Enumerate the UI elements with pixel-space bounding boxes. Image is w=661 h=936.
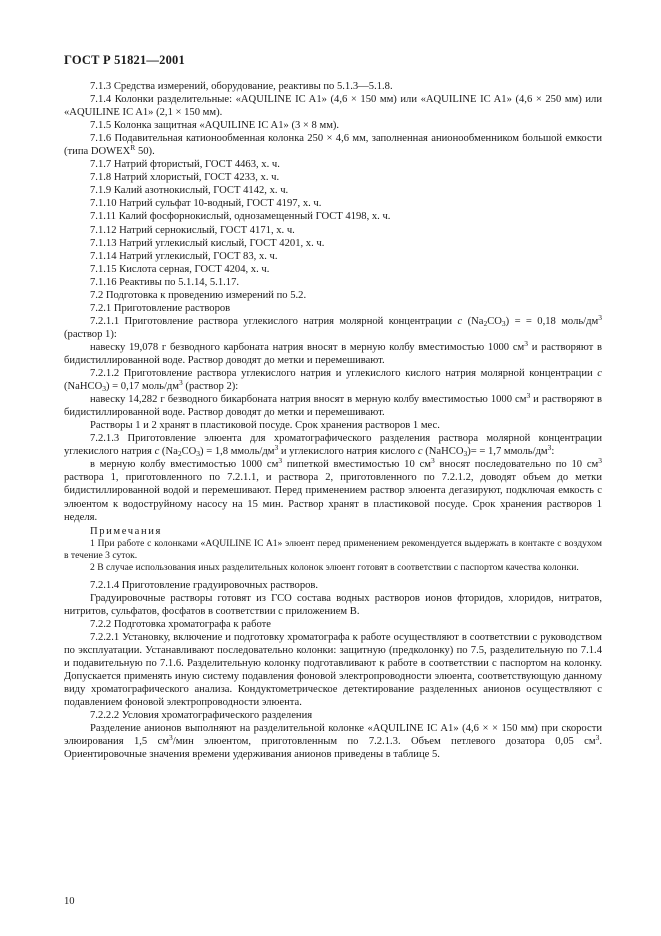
paragraph-7-1-7: 7.1.7 Натрий фтористый, ГОСТ 4463, х. ч. bbox=[90, 159, 280, 171]
paragraph-7-1-13: 7.1.13 Натрий углекислый кислый, ГОСТ 4201, х. ч. bbox=[90, 237, 325, 249]
paragraph-7-2-1-3: 7.2.1.3 Приготовление элюента для хроматографического разделения раствора молярной концентрации углекислого натрия c $(Na_2CO_3) = 1,8$ ммоль/$дм^3$ и углекислого натрия кислого c (NaHCO$_3$)= = 1,7 ммоль/$дм^3$: bbox=[64, 433, 602, 459]
page-number: 10 bbox=[64, 896, 75, 907]
paragraph-7-2-1-1: 7.2.1.1 Приготовление раствора углекислого натрия молярной концентрации c $(Na_2CO_3)$ = = 0,18 моль/$дм^3$ (раствор 1): bbox=[64, 312, 602, 340]
paragraph-solution-2-prep: навеску 14,282 г безводного бикарбоната натрия вносят в мерную колбу вместимостью 1000 $см^3$ и растворяют в бидистиллированной воде. Раствор доводят до метки и перемешивают. bbox=[64, 391, 602, 419]
paragraph-separation-conditions: Разделение анионов выполняют на разделительной колонке «AQUILINE IC A1» (4,6 × × 150 мм) при скорости элюирования 1,5 $см^3$/мин элюентом, приготовленным по 7.2.1.3. Объем петлевого дозатора 0,05 $см^3$. Ориентировочные значения времени удерживания анионов приведены в таблице 5. bbox=[64, 723, 602, 761]
paragraph-7-2-1: 7.2.1 Приготовление растворов bbox=[90, 302, 231, 314]
paragraph-7-1-16: 7.1.16 Реактивы по 5.1.14, 5.1.17. bbox=[90, 276, 240, 288]
paragraph-7-1-15: 7.1.15 Кислота серная, ГОСТ 4204, х. ч. bbox=[90, 263, 270, 275]
paragraph-7-1-3: 7.1.3 Средства измерений, оборудование, реактивы по 5.1.3—5.1.8. bbox=[90, 81, 393, 92]
notes-title: Примечания bbox=[90, 525, 162, 537]
paragraph-7-2-1-4: 7.2.1.4 Приготовление градуировочных растворов. bbox=[90, 579, 319, 591]
paragraph-7-1-12: 7.1.12 Натрий сернокислый, ГОСТ 4171, х. ч. bbox=[90, 224, 295, 236]
paragraph-7-1-10: 7.1.10 Натрий сульфат 10-водный, ГОСТ 4197, х. ч. bbox=[90, 198, 322, 210]
paragraph-7-2: 7.2 Подготовка к проведению измерений по 5.2. bbox=[90, 289, 307, 301]
paragraph-7-2-1-2: 7.2.1.2 Приготовление раствора углекислого натрия и углекислого кислого натрия молярной концентрации c (NaHCO$_3$) = 0,17 моль/$дм^3$ (раствор 2): bbox=[64, 368, 602, 394]
paragraph-7-1-6: 7.1.6 Подавительная катионообменная колонка 250 × 4,6 мм, заполненная анионообменником большой емкости (типа $DOWEX^R$ 50). bbox=[64, 133, 602, 158]
document-body bbox=[64, 80, 602, 761]
note-2: 2 В случае использования иных разделительных колонок элюент готовят в соответствии с паспортом качества колонки. bbox=[90, 562, 579, 574]
paragraph-calibration-solutions: Градуировочные растворы готовят из ГСО состава водных растворов ионов фторидов, хлоридов, нитратов, нитритов, сульфатов, фосфатов в соответствии с приложением В. bbox=[64, 592, 602, 617]
document-header: ГОСТ Р 51821—2001 bbox=[64, 53, 185, 67]
paragraph-7-1-14: 7.1.14 Натрий углекислый, ГОСТ 83, х. ч. bbox=[90, 250, 278, 262]
note-1: 1 При работе с колонками «AQUILINE IC A1» элюент перед применением рекомендуется выдержать в контакте с воздухом в течение 3 суток. bbox=[64, 537, 602, 561]
paragraph-7-1-4: 7.1.4 Колонки разделительные: «AQUILINE IC A1» (4,6 × 150 мм) или «AQUILINE IC A1» (4,6 × 250 мм) или «AQUILINE IC A1» (2,1 × 150 мм). bbox=[64, 94, 602, 119]
paragraph-eluent-prep: в мерную колбу вместимостью 1000 $см^3$ пипеткой вместимостью 10 $см^3$ вносят последовательно по 10 $см^3$ раствора 1, приготовленного по 7.2.1.1, и раствора 2, приготовленного по 7.2.1.2, доводят объем до метки бидистиллированной водой и перемешивают. Перед применением раствор элюента дегазируют, подключая емкость с элюентом к водоструйному насосу на 15 мин. Раствор хранят в пластиковой посуде. Срок хранения растворов 1 неделя. bbox=[64, 456, 603, 523]
paragraph-7-2-2-1: 7.2.2.1 Установку, включение и подготовку хроматографа к работе осуществляют в соответствии с руководством по эксплуатации. Устанавливают последовательно колонки: защитную (предколонку) по 7.5, разделительную по 7.1.4 и подавительную по 7.1.6. Разделительную колонку подготавливают к работе в соответствии с паспортом на колонку. Допускается применять иную систему подавления фоновой электропроводности элюента, соответствующую данному виду хроматографического анализа. Кондуктометрическое детектирование разделенных анионов осуществляют с подавлением фоновой электропроводности элюента. bbox=[64, 631, 602, 708]
paragraph-7-1-5: 7.1.5 Колонка защитная «AQUILINE IC A1» (3 × 8 мм). bbox=[90, 120, 340, 132]
paragraph-7-1-9: 7.1.9 Калий азотнокислый, ГОСТ 4142, х. ч. bbox=[90, 185, 289, 197]
paragraph-solution-1-prep: навеску 19,078 г безводного карбоната натрия вносят в мерную колбу вместимостью 1000 $см^3$ и растворяют в бидистиллированной воде. Раствор доводят до метки и перемешивают. bbox=[64, 338, 602, 366]
paragraph-7-1-11: 7.1.11 Калий фосфорнокислый, однозамещенный ГОСТ 4198, х. ч. bbox=[90, 211, 391, 223]
paragraph-storage: Растворы 1 и 2 хранят в пластиковой посуде. Срок хранения растворов 1 мес. bbox=[90, 420, 440, 432]
paragraph-7-2-2-2: 7.2.2.2 Условия хроматографического разделения bbox=[90, 710, 313, 721]
paragraph-7-1-8: 7.1.8 Натрий хлористый, ГОСТ 4233, х. ч. bbox=[90, 172, 280, 184]
paragraph-7-2-2: 7.2.2 Подготовка хроматографа к работе bbox=[90, 618, 271, 630]
